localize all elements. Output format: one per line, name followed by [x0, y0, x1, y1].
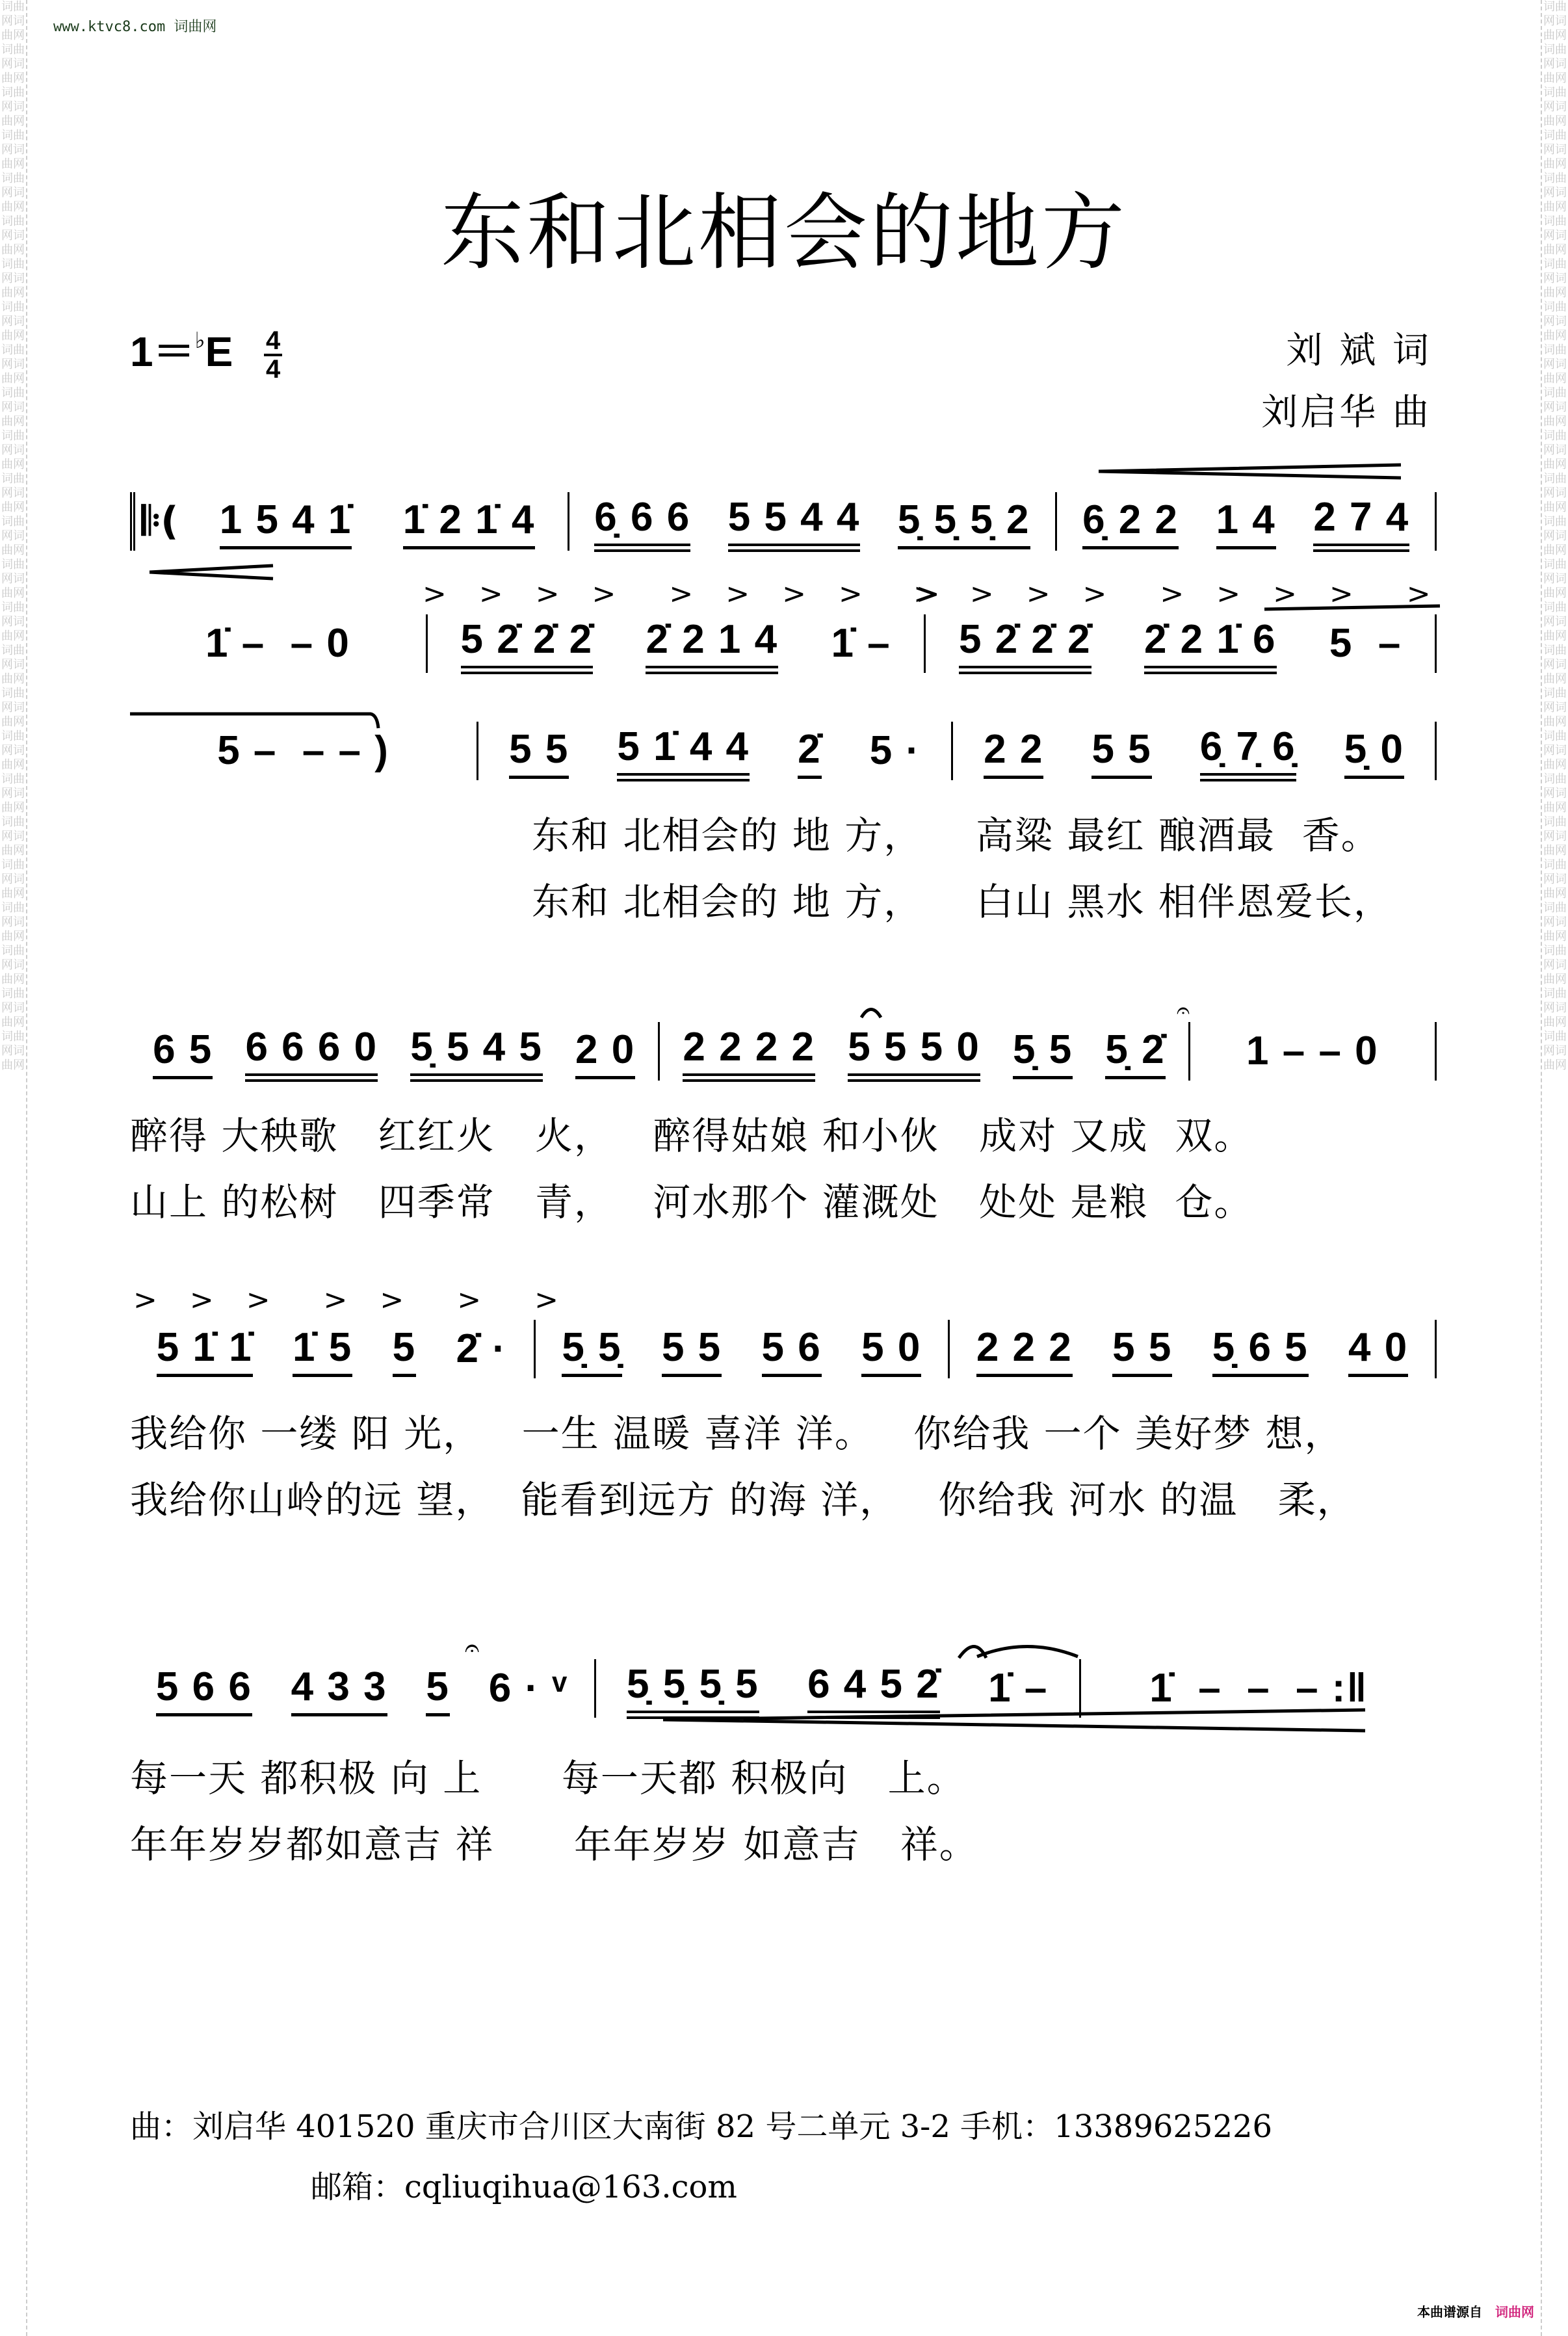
note-group: 5 0: [861, 1322, 921, 1377]
note-group: 4 0: [1348, 1322, 1408, 1377]
note-group: 2̇ 2 1̇ 6: [1144, 614, 1277, 674]
note-group: 5̣ 5̣ 5̣ 2: [898, 494, 1030, 549]
crescendo-hairpin-end: [150, 566, 273, 579]
note-group: 5 2̇ 2̇ 2̇: [959, 614, 1091, 674]
note-group: 2 0: [575, 1024, 635, 1079]
note-group: 5 5 4 4: [728, 492, 861, 552]
note-group: 1̇ –: [988, 1666, 1049, 1711]
note-group: 2 2: [984, 724, 1043, 779]
watermark-side-right: 词曲网词曲网词曲网词曲网词曲网词曲网词曲网词曲网词曲网词曲网词曲网词曲网词曲网词曲网词曲网词曲网词曲网词曲网词曲网词曲网词曲网词曲网词曲网词曲网词曲网词曲网词曲网词曲网词曲网词曲网词曲网词曲网词曲网词曲网词曲网词曲网词曲网词曲网词曲网词曲网词曲网词曲网词曲网词曲网词曲网词曲网词曲网词曲网词曲网词曲网: [1541, 0, 1568, 2336]
note-group: 1̇ – – – :‖: [1149, 1666, 1368, 1711]
note-group: 2 2 2: [976, 1322, 1073, 1377]
note-group: 5̣ 6 5: [1212, 1322, 1309, 1377]
note-group: 4 3 3: [291, 1661, 387, 1716]
note-group: 5 6: [762, 1322, 822, 1377]
key-note: E: [205, 328, 233, 375]
note-group: 6 · ᵛ: [488, 1666, 568, 1711]
note-group: 5 1̇ 1̇: [157, 1322, 253, 1377]
note-group: 5 2̇ 2̇ 2̇: [461, 614, 594, 674]
note-group: 5: [426, 1661, 449, 1716]
note-group: 6 6 6 0: [245, 1021, 378, 1082]
note-group: 5 5: [1091, 724, 1151, 779]
note-group: 5̣ 0: [1344, 724, 1404, 779]
fermata-icon: 𝄐: [465, 1633, 480, 1663]
note-group: 5 –: [1329, 621, 1402, 666]
accent-marks: > > > > > > > > >: [423, 577, 952, 610]
composer-email: 邮箱：cqliuqihua@163.com: [311, 2169, 737, 2205]
note-group: 5̣ 5̣: [562, 1322, 621, 1377]
note-group: 5̣ 5̣ 5̣ 5: [627, 1659, 759, 1719]
time-top: 4: [265, 326, 281, 356]
note-group: 1 4: [1216, 494, 1276, 549]
composer-credit: 刘启华 曲: [1261, 391, 1431, 434]
note-group: 1̇ 5: [293, 1322, 352, 1377]
lyrics-verse1: 醉得 大秧歌 红红火 火， 醉得姑娘 和小伙 成对 又成 双。: [130, 1114, 1253, 1158]
note-group: 5 5: [662, 1322, 722, 1377]
note-group: 2 7 4: [1313, 492, 1409, 552]
note-group: 5 – – – ): [217, 728, 389, 773]
source-label: 本曲谱源自: [1417, 2304, 1482, 2320]
site-url: www.ktvc8.com 词曲网: [53, 19, 217, 35]
accent-marks: > > > > > > > > >: [913, 577, 1443, 610]
watermark-side-left: 词曲网词曲网词曲网词曲网词曲网词曲网词曲网词曲网词曲网词曲网词曲网词曲网词曲网词曲网词曲网词曲网词曲网词曲网词曲网词曲网词曲网词曲网词曲网词曲网词曲网词曲网词曲网词曲网词曲网词曲网词曲网词曲网词曲网词曲网词曲网词曲网词曲网词曲网词曲网词曲网词曲网词曲网词曲网词曲网词曲网词曲网词曲网词曲网词曲网词曲网: [0, 0, 27, 2336]
note-group: 1̇ – – 0: [205, 621, 350, 666]
note-group: 6 4 5 2̇: [807, 1659, 940, 1719]
accent-marks: > > > > > > >: [133, 1283, 570, 1317]
note-group: 6̣ 7̣ 6̣: [1200, 721, 1296, 781]
lyrics-verse1: 每一天 都积极 向 上 每一天都 积极向 上。: [130, 1756, 966, 1800]
note-group: 6̣ 6 6: [594, 492, 690, 552]
note-group: 5̣ 2̇: [1105, 1024, 1165, 1079]
time-bottom: 4: [265, 355, 281, 384]
lyrics-verse1: 我给你 一缕 阳 光， 一生 温暖 喜洋 洋。 你给我 一个 美好梦 想，: [130, 1411, 1344, 1456]
lyrics-verse2: 山上 的松树 四季常 青， 河水那个 灌溉处 处处 是粮 仓。: [130, 1180, 1253, 1224]
note-group: 6̣ 2 2: [1082, 494, 1179, 549]
lyricist-credit: 刘 斌 词: [1286, 330, 1431, 372]
note-group: 2̇: [798, 724, 821, 779]
note-group: 1̇ 2 1̇ 4: [403, 494, 536, 549]
repeat-start: 𝄆(: [130, 492, 188, 551]
lyrics-verse2: 我给你山岭的远 望， 能看到远方 的海 洋， 你给我 河水 的温 柔，: [130, 1478, 1356, 1522]
slur: [861, 1010, 881, 1018]
song-title: 东和北相会的地方: [440, 185, 1127, 282]
lyrics-verse1: 东和 北相会的 地 方， 高粱 最红 酿酒最 香。: [532, 813, 1380, 858]
crescendo-hairpin: [1099, 465, 1401, 478]
note-group: 5 6 6: [156, 1661, 252, 1716]
note-group: 5̣ 5: [1013, 1024, 1073, 1079]
note-group: 2̇ ·: [456, 1326, 507, 1371]
note-group: 5 5: [1112, 1322, 1172, 1377]
note-group: 5 ·: [869, 728, 921, 773]
note-group: 1 – – 0: [1246, 1029, 1379, 1073]
composer-address: 曲：刘启华 401520 重庆市合川区大南街 82 号二单元 3-2 手机：13389625226: [130, 2108, 1273, 2145]
note-group: 5 5: [509, 724, 569, 779]
note-group: 2 2 2 2: [683, 1021, 815, 1082]
note-group: 5 5 5 0: [848, 1021, 980, 1082]
note-group: 5̣ 5 4 5: [410, 1021, 543, 1082]
lyrics-verse2: 年年岁岁都如意吉 祥 年年岁岁 如意吉 祥。: [130, 1822, 978, 1867]
decrescendo-hairpin: [663, 1710, 1365, 1731]
note-group: 1̇ –: [831, 621, 891, 666]
note-group: 2̇ 2 1 4: [646, 614, 778, 674]
note-group: 5: [393, 1322, 416, 1377]
flat-icon: ♭: [194, 328, 205, 353]
lyrics-verse2: 东和 北相会的 地 方， 白山 黑水 相伴恩爱长，: [532, 880, 1392, 924]
note-group: 1 5 4 1̇: [220, 494, 352, 549]
tie-line: [130, 714, 378, 728]
tie-line: [1264, 606, 1440, 609]
source-site-link[interactable]: 词曲网: [1495, 2304, 1534, 2320]
note-group: 5 1̇ 4 4: [617, 721, 750, 781]
slur: [977, 1647, 1078, 1657]
note-group: 6 5: [153, 1024, 213, 1079]
fermata-icon: 𝄐: [1177, 997, 1190, 1024]
key-tonic: 1＝: [130, 328, 195, 375]
